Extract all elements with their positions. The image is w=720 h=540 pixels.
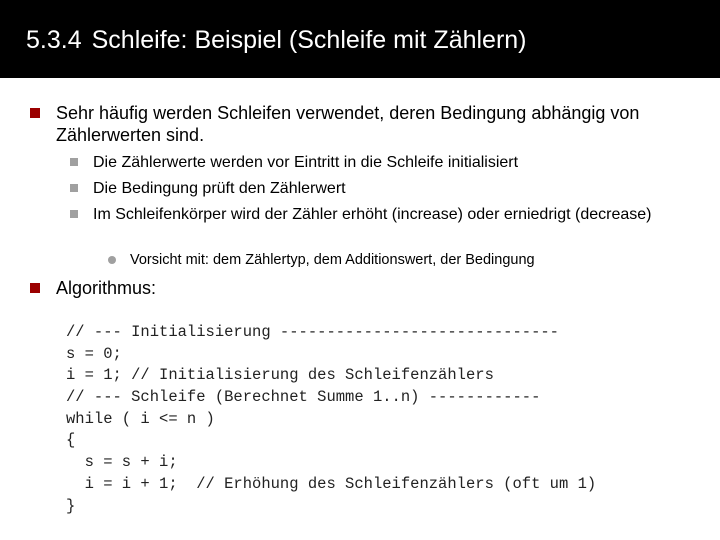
subsubbullet-caution-text: Vorsicht mit: dem Zählertyp, dem Additionswert, der Bedingung bbox=[130, 252, 535, 268]
subbullet-loop-body-text: Im Schleifenkörper wird der Zähler erhöht (increase) oder erniedrigt (decrease) bbox=[93, 206, 652, 223]
code-line: { bbox=[66, 431, 76, 450]
bullet-algorithm-text: Algorithmus: bbox=[56, 278, 157, 298]
code-line: s = 0; bbox=[66, 344, 122, 363]
code-line: i = 1; // Initialisierung des Schleifenzählers bbox=[66, 366, 494, 385]
title-bar bbox=[0, 0, 720, 78]
bullet-intro bbox=[30, 102, 680, 146]
code-block bbox=[66, 322, 596, 517]
title-text: Schleife: Beispiel (Schleife mit Zählern) bbox=[91, 26, 527, 54]
bullet-intro-text: Sehr häufig werden Schleifen verwendet, deren Bedingung abhängig von Zählerwerten sind. bbox=[56, 103, 640, 145]
square-bullet-icon bbox=[70, 158, 78, 166]
square-bullet-icon bbox=[70, 184, 78, 192]
code-line: // --- Initialisierung ------------------------------ bbox=[66, 323, 559, 341]
subbullet-condition-text: Die Bedingung prüft den Zählerwert bbox=[93, 180, 346, 197]
subbullet-initialization bbox=[70, 152, 670, 173]
section-number: 5.3.4 bbox=[26, 26, 82, 54]
square-bullet-icon bbox=[30, 108, 40, 118]
subbullet-condition bbox=[70, 178, 670, 199]
square-bullet-icon bbox=[30, 283, 40, 293]
code-line: i = i + 1; // Erhöhung des Schleifenzählers (oft um 1) bbox=[66, 474, 597, 493]
code-line: s = s + i; bbox=[66, 453, 178, 472]
subsubbullet-caution bbox=[108, 250, 708, 270]
square-bullet-icon bbox=[70, 210, 78, 218]
subbullet-loop-body bbox=[70, 204, 670, 225]
subbullet-initialization-text: Die Zählerwerte werden vor Eintritt in die Schleife initialisiert bbox=[93, 154, 519, 171]
code-line: } bbox=[66, 496, 76, 515]
slide-title bbox=[26, 26, 527, 55]
round-bullet-icon bbox=[108, 256, 116, 264]
code-line: // --- Schleife (Berechnet Summe 1..n) ------------ bbox=[66, 388, 541, 407]
code-line: while ( i <= n ) bbox=[66, 409, 215, 428]
bullet-algorithm bbox=[30, 277, 680, 299]
